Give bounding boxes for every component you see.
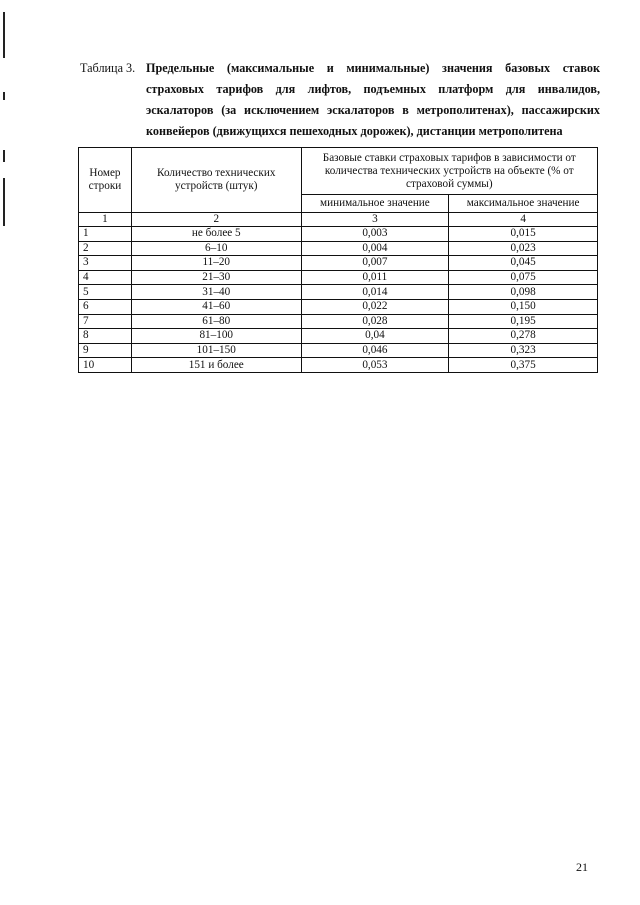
max-value-cell: 0,195 — [449, 314, 598, 329]
column-numbers-row — [79, 213, 598, 227]
min-value-cell: 0,028 — [301, 314, 449, 329]
device-count-cell: 6–10 — [131, 241, 301, 256]
header-device-count: Количество технических устройств (штук) — [131, 148, 301, 213]
row-number-cell: 4 — [79, 270, 132, 285]
min-value-cell: 0,053 — [301, 358, 449, 373]
header-base-rates: Базовые ставки страховых тарифов в зависимости от количества технических устройств на объекте (% от страховой суммы) — [301, 148, 597, 195]
column-number: 3 — [301, 213, 449, 227]
table-row — [79, 227, 598, 242]
min-value-cell: 0,046 — [301, 343, 449, 358]
min-value-cell: 0,014 — [301, 285, 449, 300]
column-number: 1 — [79, 213, 132, 227]
table-row — [79, 270, 598, 285]
min-value-cell: 0,003 — [301, 227, 449, 242]
header-row — [79, 148, 598, 195]
row-number-cell: 3 — [79, 256, 132, 271]
row-number-cell: 6 — [79, 299, 132, 314]
table-row — [79, 299, 598, 314]
max-value-cell: 0,015 — [449, 227, 598, 242]
row-number-cell: 2 — [79, 241, 132, 256]
table-title-text: Предельные (максимальные и минимальные) значения базовых ставок страховых тарифов для лифтов, подъемных платформ для инвалидов, эскалаторов (за исключением эскалаторов в метрополитенах), пассажирских — [146, 61, 600, 117]
max-value-cell: 0,278 — [449, 329, 598, 344]
row-number-cell: 1 — [79, 227, 132, 242]
device-count-cell: 151 и более — [131, 358, 301, 373]
min-value-cell: 0,04 — [301, 329, 449, 344]
max-value-cell: 0,045 — [449, 256, 598, 271]
row-number-cell: 9 — [79, 343, 132, 358]
scan-margin-mark — [3, 12, 5, 58]
device-count-cell: 41–60 — [131, 299, 301, 314]
device-count-cell: не более 5 — [131, 227, 301, 242]
table-title-last-line: конвейеров (движущихся пешеходных дорожек), дистанции метрополитена — [146, 124, 563, 138]
max-value-cell: 0,375 — [449, 358, 598, 373]
row-number-cell: 8 — [79, 329, 132, 344]
device-count-cell: 61–80 — [131, 314, 301, 329]
header-min-value: минимальное значение — [301, 195, 449, 213]
rates-table — [78, 147, 598, 373]
min-value-cell: 0,011 — [301, 270, 449, 285]
table-caption — [80, 58, 600, 142]
table-label: Таблица 3. — [80, 61, 136, 75]
column-number: 2 — [131, 213, 301, 227]
min-value-cell: 0,007 — [301, 256, 449, 271]
min-value-cell: 0,022 — [301, 299, 449, 314]
header-row-number: Номер строки — [79, 148, 132, 213]
scan-margin-mark — [3, 150, 5, 162]
table-title — [146, 58, 600, 142]
table-row — [79, 314, 598, 329]
page-number: 21 — [576, 860, 588, 874]
scan-margin-mark — [3, 92, 5, 100]
row-number-cell: 5 — [79, 285, 132, 300]
max-value-cell: 0,023 — [449, 241, 598, 256]
device-count-cell: 101–150 — [131, 343, 301, 358]
min-value-cell: 0,004 — [301, 241, 449, 256]
device-count-cell: 11–20 — [131, 256, 301, 271]
max-value-cell: 0,150 — [449, 299, 598, 314]
table-row — [79, 358, 598, 373]
table-row — [79, 256, 598, 271]
table-row — [79, 343, 598, 358]
device-count-cell: 21–30 — [131, 270, 301, 285]
row-number-cell: 10 — [79, 358, 132, 373]
column-number: 4 — [449, 213, 598, 227]
table-row — [79, 329, 598, 344]
max-value-cell: 0,323 — [449, 343, 598, 358]
table-row — [79, 241, 598, 256]
device-count-cell: 31–40 — [131, 285, 301, 300]
device-count-cell: 81–100 — [131, 329, 301, 344]
max-value-cell: 0,075 — [449, 270, 598, 285]
scan-margin-mark — [3, 178, 5, 226]
header-max-value: максимальное значение — [449, 195, 598, 213]
max-value-cell: 0,098 — [449, 285, 598, 300]
row-number-cell: 7 — [79, 314, 132, 329]
table-row — [79, 285, 598, 300]
